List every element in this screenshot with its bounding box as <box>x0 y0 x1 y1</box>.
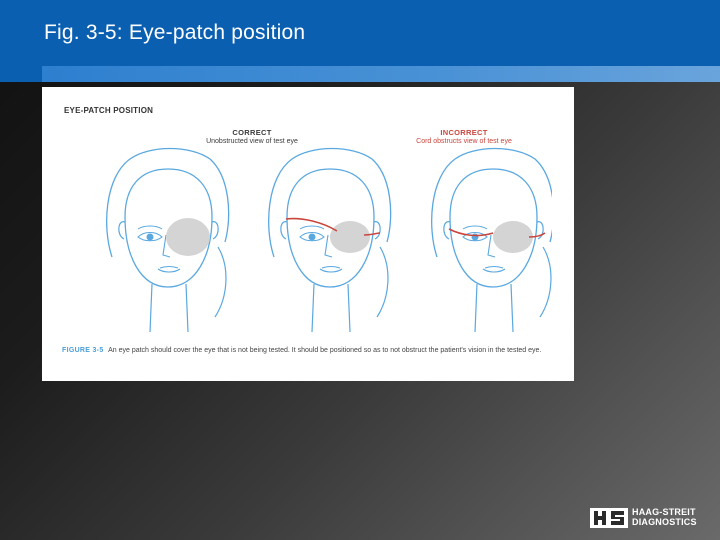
slide-title: Fig. 3-5: Eye-patch position <box>44 21 306 44</box>
figure-header: EYE-PATCH POSITION <box>64 106 154 115</box>
face-patch-only <box>107 149 229 333</box>
figure-card <box>42 87 574 381</box>
haag-streit-logo <box>590 506 710 530</box>
faces-illustration <box>82 147 552 337</box>
figure-caption <box>62 346 562 356</box>
incorrect-label: INCORRECT <box>440 128 488 137</box>
correct-sublabel: Unobstructed view of test eye <box>206 138 298 145</box>
caption-number: FIGURE 3-5 <box>62 347 104 354</box>
caption-text: An eye patch should cover the eye that is not being tested. It should be positioned so as to not obstruct the patient's vision in the tested eye. <box>108 347 542 354</box>
title-bar <box>0 0 720 66</box>
accent-strip <box>0 66 720 82</box>
hs-logo-icon <box>590 508 628 528</box>
correct-label: CORRECT <box>232 128 272 137</box>
face-incorrect <box>432 149 552 333</box>
face-correct <box>269 149 391 333</box>
incorrect-sublabel: Cord obstructs view of test eye <box>416 138 512 145</box>
logo-line-1: HAAG-STREIT <box>632 507 696 517</box>
eye-patch-shape <box>166 218 210 256</box>
logo-line-2: DIAGNOSTICS <box>632 517 697 527</box>
